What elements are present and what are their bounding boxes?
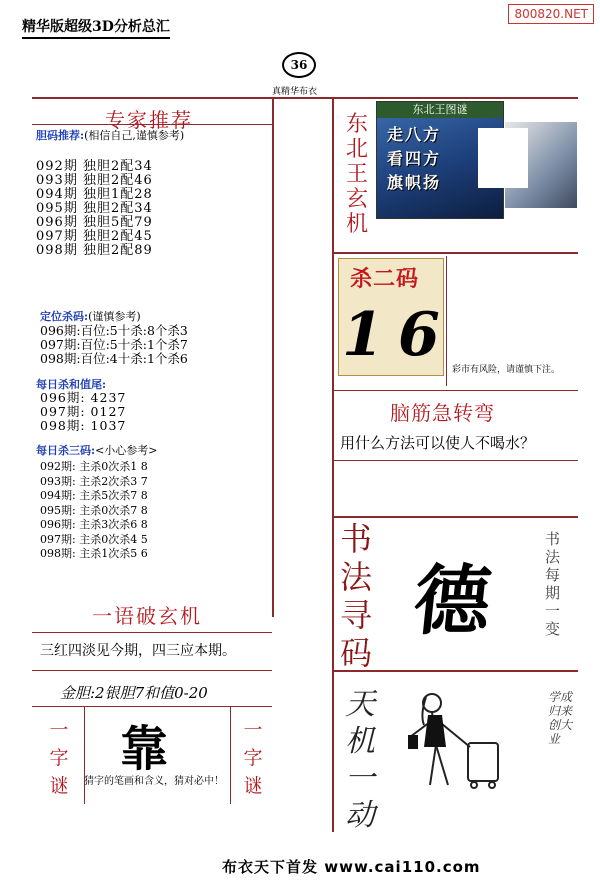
riddle-title: 一语破玄机 bbox=[92, 604, 202, 628]
jindan-rule bbox=[32, 706, 272, 707]
dan-list-item: 092期 独胆2配34 bbox=[36, 159, 153, 174]
daily-list-item: 097期: 0127 bbox=[40, 404, 127, 419]
shufa-side-note: 书法每期一变 bbox=[545, 530, 561, 638]
position-label: 定位杀码: bbox=[40, 310, 89, 323]
dan-label-row bbox=[36, 127, 184, 143]
kill-divider bbox=[334, 390, 578, 391]
daily-list-item: 098期: 1037 bbox=[40, 418, 127, 433]
site-badge[interactable]: 800820.NET bbox=[508, 4, 594, 24]
position-list-item: 098期:百位:4十杀:1个杀6 bbox=[40, 351, 188, 366]
calligraphy-char: 德 bbox=[409, 556, 496, 645]
daily-list-item: 096期: 4237 bbox=[40, 390, 127, 405]
brain-title: 脑筋急转弯 bbox=[390, 401, 495, 425]
three-label-row bbox=[36, 442, 158, 458]
northeast-image-header: 东北王图谜 bbox=[377, 102, 503, 118]
position-list-item: 097期:百位:5十杀:1个杀7 bbox=[40, 337, 188, 352]
three-list-item: 098期: 主杀1次杀5 6 bbox=[40, 547, 148, 560]
dan-list-item: 094期 独胆1配28 bbox=[36, 187, 153, 202]
three-list-item: 094期: 主杀5次杀7 8 bbox=[40, 489, 148, 502]
position-label-row bbox=[40, 308, 141, 324]
brand-label: 真精华布衣 bbox=[272, 87, 318, 97]
page-title: 精华版超级3D分析总汇 bbox=[22, 16, 170, 39]
dan-list-item: 098期 独胆2配89 bbox=[36, 243, 153, 258]
daily-label: 每日杀和值尾: bbox=[36, 378, 107, 391]
kill-number-2: 6 bbox=[398, 300, 440, 370]
brain-divider bbox=[334, 460, 578, 461]
dan-list bbox=[36, 160, 153, 258]
center-rule bbox=[332, 97, 334, 832]
ji-text: 天机一动 bbox=[345, 687, 375, 833]
kill-two-title: 杀二码 bbox=[350, 266, 420, 292]
three-list bbox=[40, 460, 148, 562]
dan-list-item: 093期 独胆2配46 bbox=[36, 173, 153, 188]
shufa-title: 书法寻码 bbox=[340, 520, 373, 672]
yizi-right: 一字谜 bbox=[243, 719, 263, 797]
kill-side-rule bbox=[446, 256, 447, 386]
riddle-text: 三红四淡见今期，四三应本期。 bbox=[40, 643, 236, 659]
northeast-poem-line: 走八方 bbox=[387, 125, 442, 144]
dan-label: 胆码推荐: bbox=[36, 129, 85, 142]
brain-question: 用什么方法可以使人不喝水？ bbox=[340, 434, 536, 452]
daily-list bbox=[40, 391, 126, 433]
dan-list-item: 096期 独胆5配79 bbox=[36, 215, 153, 230]
three-note: <小心参考> bbox=[95, 444, 158, 457]
three-list-item: 096期: 主杀3次杀6 8 bbox=[40, 518, 148, 531]
shufa-top-rule bbox=[334, 516, 578, 518]
risk-note: 彩市有风险，请谨慎下注。 bbox=[452, 365, 561, 375]
riddle-note: 猜字的笔画和含义，猜对必中！ bbox=[84, 776, 224, 787]
kill-number-1: 1 bbox=[342, 300, 384, 370]
northeast-poem-line: 旗帜扬 bbox=[387, 173, 442, 192]
position-note: (谨慎参考) bbox=[88, 310, 141, 323]
footer-text[interactable]: 布衣天下首发 www.cai110.com bbox=[222, 858, 481, 876]
top-divider bbox=[32, 97, 578, 99]
northeast-title: 东北王玄机 bbox=[345, 112, 368, 237]
yizi-left: 一字谜 bbox=[49, 719, 69, 797]
dan-note: (相信自己,谨慎参考) bbox=[84, 129, 185, 142]
three-list-item: 093期: 主杀2次杀3 7 bbox=[40, 474, 148, 488]
image-mask bbox=[478, 128, 528, 188]
riddle-char: 靠 bbox=[120, 721, 169, 777]
three-list-item: 092期: 主杀0次杀1 8 bbox=[40, 460, 148, 473]
expert-title: 专家推荐 bbox=[105, 108, 193, 132]
logo: 36 bbox=[282, 52, 316, 78]
position-list-item: 096期:百位:5十杀:8个杀3 bbox=[40, 323, 188, 338]
three-list-item: 097期: 主杀0次杀4 5 bbox=[40, 532, 148, 546]
riddle-bottom-rule bbox=[32, 670, 272, 671]
dan-list-item: 095期 独胆2配34 bbox=[36, 201, 153, 216]
riddle-top-rule bbox=[32, 632, 272, 633]
northeast-divider bbox=[334, 252, 578, 254]
three-label: 每日杀三码: bbox=[36, 444, 96, 457]
motto-text: 学成归来创大业 bbox=[548, 690, 573, 746]
traveler-illustration bbox=[390, 685, 530, 805]
position-list bbox=[40, 324, 188, 366]
jindan-text: 金胆:2银胆7和值0-20 bbox=[60, 684, 208, 702]
dan-list-item: 097期 独胆2配45 bbox=[36, 229, 153, 244]
three-list-item: 095期: 主杀0次杀7 8 bbox=[40, 503, 148, 517]
left-column-rule bbox=[272, 97, 274, 617]
northeast-poem-line: 看四方 bbox=[387, 149, 442, 168]
